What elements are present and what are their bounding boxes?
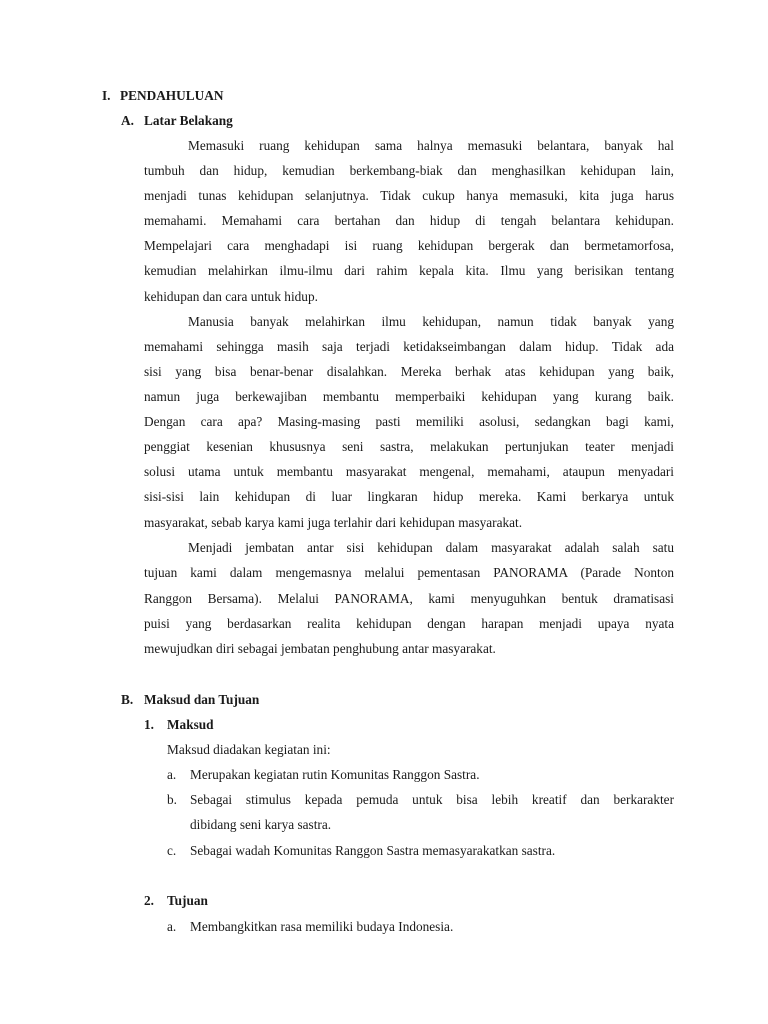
paragraph-line: memahami. Memahami cara bertahan dan hidup di tengah belantara kehidupan. bbox=[144, 213, 674, 228]
intro-text: Maksud diadakan kegiatan ini: bbox=[167, 742, 331, 757]
paragraph-line: tumbuh dan hidup, kemudian berkembang-biak dan menghasilkan kehidupan lain, bbox=[144, 163, 674, 178]
item-title: Maksud bbox=[167, 717, 214, 732]
paragraph-line: sisi yang bisa benar-benar disalahkan. Mereka berhak atas kehidupan yang baik, bbox=[144, 364, 674, 379]
list-marker: b. bbox=[167, 792, 177, 807]
paragraph-line: solusi utama untuk membantu masyarakat mengenal, memahami, ataupun menyadari bbox=[144, 464, 674, 479]
paragraph-line: Manusia banyak melahirkan ilmu kehidupan, namun tidak banyak yang bbox=[188, 314, 674, 329]
subsection-title: Latar Belakang bbox=[144, 113, 233, 128]
list-marker: a. bbox=[167, 767, 177, 782]
paragraph-line: Memasuki ruang kehidupan sama halnya memasuki belantara, banyak hal bbox=[188, 138, 674, 153]
paragraph-line: tujuan kami dalam mengemasnya melalui pementasan PANORAMA (Parade Nonton bbox=[144, 565, 674, 580]
subsection-letter: B. bbox=[121, 692, 134, 707]
paragraph-line: memahami sehingga masih saja terjadi ketidakseimbangan dalam hidup. Tidak ada bbox=[144, 339, 674, 354]
paragraph-line: Menjadi jembatan antar sisi kehidupan dalam masyarakat adalah salah satu bbox=[188, 540, 674, 555]
paragraph-line: masyarakat, sebab karya kami juga terlahir dari kehidupan masyarakat. bbox=[144, 515, 523, 530]
list-item: Membangkitkan rasa memiliki budaya Indonesia. bbox=[190, 919, 454, 934]
paragraph-line: sisi-sisi lain kehidupan di luar lingkaran hidup mereka. Kami berkarya untuk bbox=[144, 489, 674, 504]
paragraph-line: mewujudkan diri sebagai jembatan penghubung antar masyarakat. bbox=[144, 641, 496, 656]
paragraph-line: menjadi tunas kehidupan selanjutnya. Tidak cukup hanya memasuki, kita juga harus bbox=[144, 188, 674, 203]
paragraph-line: namun juga berkewajiban membantu memperbaiki kehidupan yang kurang baik. bbox=[144, 389, 674, 404]
list-item: Sebagai wadah Komunitas Ranggon Sastra memasyarakatkan sastra. bbox=[190, 843, 556, 858]
paragraph-line: Ranggon Bersama). Melalui PANORAMA, kami menyuguhkan bentuk dramatisasi bbox=[144, 591, 674, 606]
paragraph-line: Mempelajari cara menghadapi isi ruang kehidupan bergerak dan bermetamorfosa, bbox=[144, 238, 674, 253]
item-title: Tujuan bbox=[167, 893, 208, 908]
subsection-letter: A. bbox=[121, 113, 134, 128]
section-title: PENDAHULUAN bbox=[120, 88, 224, 103]
list-item: Sebagai stimulus kepada pemuda untuk bisa lebih kreatif dan berkarakter bbox=[190, 792, 674, 807]
list-marker: a. bbox=[167, 919, 177, 934]
item-number: 2. bbox=[144, 893, 154, 908]
list-item: dibidang seni karya sastra. bbox=[190, 817, 332, 832]
paragraph-line: penggiat kesenian khususnya seni sastra, melakukan pertunjukan teater menjadi bbox=[144, 439, 674, 454]
item-number: 1. bbox=[144, 717, 154, 732]
paragraph-line: kemudian melahirkan ilmu-ilmu dari rahim kepala kita. Ilmu yang berisikan tentang bbox=[144, 263, 674, 278]
paragraph-line: Dengan cara apa? Masing-masing pasti memiliki asolusi, sedangkan bagi kami, bbox=[144, 414, 674, 429]
section-number: I. bbox=[102, 88, 111, 103]
paragraph-line: kehidupan dan cara untuk hidup. bbox=[144, 289, 318, 304]
list-marker: c. bbox=[167, 843, 177, 858]
list-item: Merupakan kegiatan rutin Komunitas Ranggon Sastra. bbox=[190, 767, 480, 782]
paragraph-line: puisi yang berdasarkan realita kehidupan dengan harapan menjadi upaya nyata bbox=[144, 616, 674, 631]
subsection-title: Maksud dan Tujuan bbox=[144, 692, 260, 707]
